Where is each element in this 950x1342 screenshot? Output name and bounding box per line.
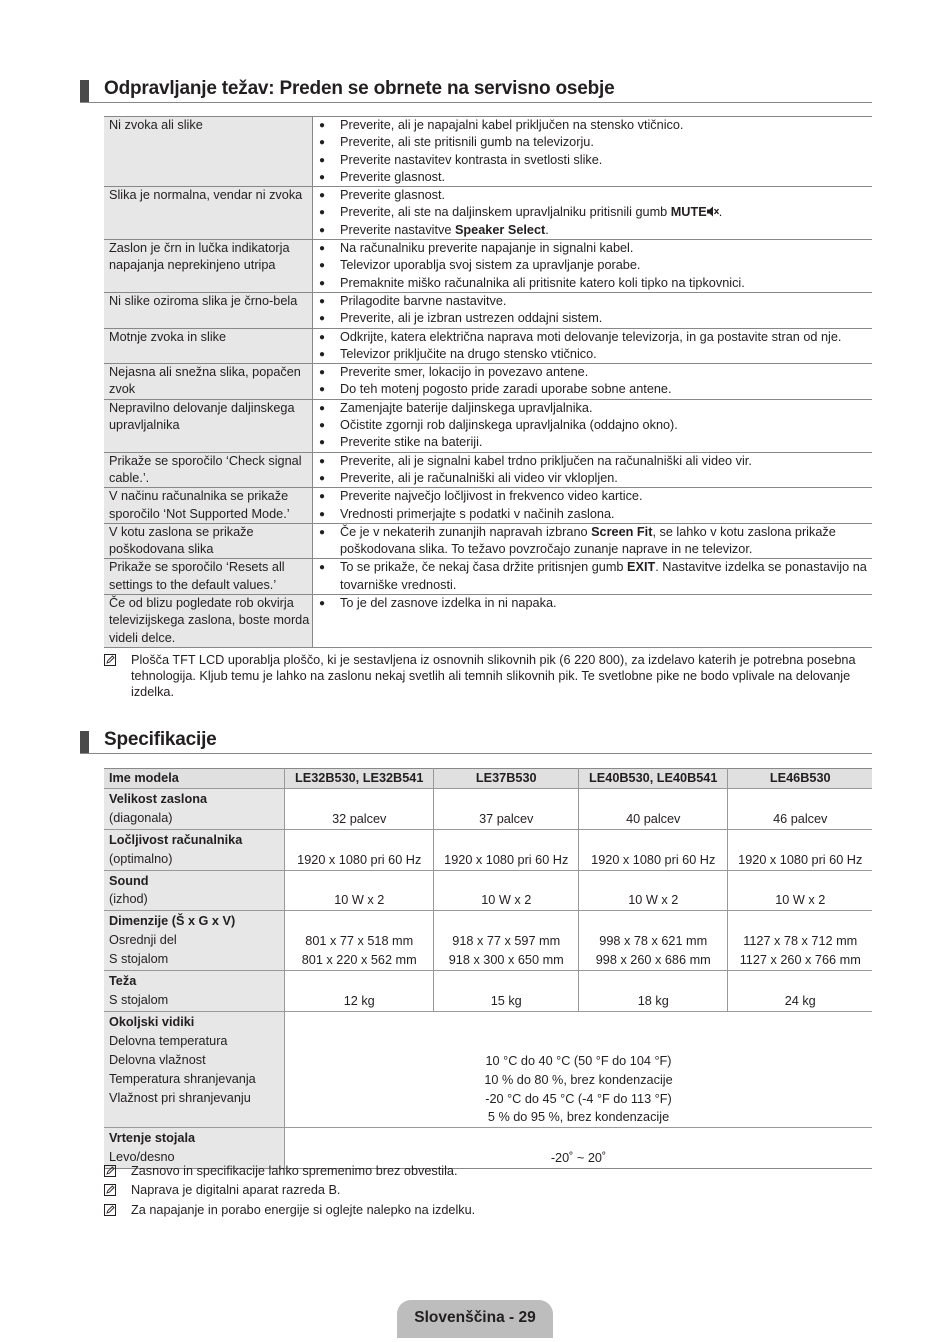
spec-value: 15 kg — [434, 971, 579, 1012]
table-row — [104, 452, 872, 488]
solution-item: ● Premaknite miško računalnika ali pritisnite katero koli tipko na tipkovnici. — [319, 275, 872, 292]
solution-item: ● To je del zasnove izdelka in ni napaka. — [319, 595, 872, 612]
solution-item: ● Prilagodite barvne nastavitve. — [319, 293, 872, 310]
heading-bar — [80, 80, 89, 102]
spec-note — [104, 1182, 872, 1198]
spec-value: 1127 x 78 x 712 mm 1127 x 260 x 766 mm — [728, 911, 872, 971]
solution-item: ● Preverite, ali ste na daljinskem upravljalniku pritisnili gumb MUTE . — [319, 204, 872, 221]
spec-value: 1920 x 1080 pri 60 Hz — [579, 829, 728, 870]
spec-label: Ločljivost računalnika (optimalno) — [104, 829, 285, 870]
symptom-cell: Prikaže se sporočilo ‘Check signal cable.’. — [104, 452, 313, 488]
solution-item: ● Preverite stike na bateriji. — [319, 434, 872, 451]
note-icon — [104, 1184, 116, 1196]
spec-value: 24 kg — [728, 971, 872, 1012]
symptom-cell: Slika je normalna, vendar ni zvoka — [104, 187, 313, 240]
note-icon — [104, 654, 116, 666]
solution-item: ● Vrednosti primerjajte s podatki v načinih zaslona. — [319, 506, 872, 523]
symptom-cell: Zaslon je črn in lučka indikatorja napajanja neprekinjeno utripa — [104, 240, 313, 293]
spec-value: 40 palcev — [579, 788, 728, 829]
troubleshooting-title: Odpravljanje težav: Preden se obrnete na servisno osebje — [104, 78, 615, 99]
table-row — [104, 399, 872, 452]
solution-cell — [313, 117, 873, 187]
spec-note — [104, 1202, 872, 1218]
specifications-table — [104, 768, 872, 1169]
solution-cell — [313, 523, 873, 559]
solution-cell — [313, 559, 873, 595]
table-row — [104, 595, 872, 648]
lcd-note — [104, 652, 872, 700]
note-text: Plošča TFT LCD uporablja ploščo, ki je sestavljena iz osnovnih slikovnih pik (6 220 800), za izdelavo katerih je potrebna posebna tehnologija. Kljub temu je lahko na zaslonu nekaj svetlih ali temnih slikovnih pik. Te svetlobne pike ne bodo vplivale na delovanje izdelka. — [131, 653, 856, 699]
symptom-cell: Ni zvoka ali slike — [104, 117, 313, 187]
solution-item: ● To se prikaže, če nekaj časa držite pritisnjen gumb EXIT. Nastavitve izdelka se ponastavijo na tovarniške vrednosti. — [319, 559, 872, 594]
solution-cell — [313, 399, 873, 452]
specifications-title: Specifikacije — [104, 729, 217, 750]
table-header-row — [104, 769, 872, 789]
spec-value: 10 W x 2 — [579, 870, 728, 911]
spec-value: 1920 x 1080 pri 60 Hz — [434, 829, 579, 870]
spec-value: 918 x 77 x 597 mm 918 x 300 x 650 mm — [434, 911, 579, 971]
symptom-cell: Ni slike oziroma slika je črno-bela — [104, 292, 313, 328]
spec-value: 801 x 77 x 518 mm 801 x 220 x 562 mm — [285, 911, 434, 971]
solution-item: ● Odkrijte, katera električna naprava moti delovanje televizorja, in ga postavite stran od nje. — [319, 329, 872, 346]
table-row — [104, 911, 872, 971]
solution-cell — [313, 187, 873, 240]
spec-value: 37 palcev — [434, 788, 579, 829]
solution-item: ● Na računalniku preverite napajanje in signalni kabel. — [319, 240, 872, 257]
symptom-cell: Nejasna ali snežna slika, popačen zvok — [104, 364, 313, 400]
spec-value: 46 palcev — [728, 788, 872, 829]
spec-value: 18 kg — [579, 971, 728, 1012]
table-row — [104, 829, 872, 870]
table-row — [104, 364, 872, 400]
spec-label: Sound (izhod) — [104, 870, 285, 911]
spec-value: 1920 x 1080 pri 60 Hz — [728, 829, 872, 870]
header-label: Ime modela — [104, 769, 285, 789]
solution-item: ● Preverite, ali je signalni kabel trdno priključen na računalniški ali video vir. — [319, 453, 872, 470]
symptom-cell: V kotu zaslona se prikaže poškodovana slika — [104, 523, 313, 559]
header-model: LE40B530, LE40B541 — [579, 769, 728, 789]
solution-cell — [313, 328, 873, 364]
heading-bar — [80, 731, 89, 753]
solution-item: ● Preverite nastavitev kontrasta in svetlosti slike. — [319, 152, 872, 169]
solution-item: ● Zamenjajte baterije daljinskega upravljalnika. — [319, 400, 872, 417]
symptom-cell: Nepravilno delovanje daljinskega upravljalnika — [104, 399, 313, 452]
table-row — [104, 240, 872, 293]
spec-value: 10 °C do 40 °C (50 °F do 104 °F) 10 % do 80 %, brez kondenzacije -20 °C do 45 °C (-4 °F do 113 °F) 5 % do 95 %, brez kondenzacije — [285, 1011, 873, 1127]
specifications-heading — [80, 729, 872, 754]
solution-item: ● Če je v nekaterih zunanjih napravah izbrano Screen Fit, se lahko v kotu zaslona prikaže poškodovana slika. To težavo povzročajo zunanje naprave in ne televizor. — [319, 524, 872, 559]
spec-value: 10 W x 2 — [728, 870, 872, 911]
symptom-cell: Če od blizu pogledate rob okvirja televizijskega zaslona, boste morda videli delce. — [104, 595, 313, 648]
solution-cell — [313, 292, 873, 328]
table-row — [104, 292, 872, 328]
solution-cell — [313, 488, 873, 524]
solution-cell — [313, 452, 873, 488]
note-text: Zasnovo in specifikacije lahko spremenimo brez obvestila. — [131, 1164, 458, 1178]
table-row — [104, 523, 872, 559]
spec-label: Teža S stojalom — [104, 971, 285, 1012]
spec-value: 1920 x 1080 pri 60 Hz — [285, 829, 434, 870]
solution-item: ● Preverite smer, lokacijo in povezavo antene. — [319, 364, 872, 381]
header-model: LE37B530 — [434, 769, 579, 789]
note-text: Za napajanje in porabo energije si oglejte nalepko na izdelku. — [131, 1203, 476, 1217]
table-row — [104, 1011, 872, 1127]
table-row — [104, 117, 872, 187]
spec-value: 12 kg — [285, 971, 434, 1012]
header-model: LE46B530 — [728, 769, 872, 789]
mute-icon — [707, 206, 719, 217]
solution-item: ● Preverite, ali je izbran ustrezen oddajni sistem. — [319, 310, 872, 327]
spec-label: Vrtenje stojala Levo/desno — [104, 1128, 285, 1169]
solution-item: ● Preverite, ali ste pritisnili gumb na televizorju. — [319, 134, 872, 151]
spec-value: 10 W x 2 — [285, 870, 434, 911]
solution-cell — [313, 364, 873, 400]
spec-label: Okoljski vidiki Delovna temperatura Delovna vlažnost Temperatura shranjevanja Vlažnost pri shranjevanju — [104, 1011, 285, 1127]
troubleshooting-heading — [80, 78, 872, 103]
solution-item: ● Preverite nastavitve Speaker Select. — [319, 222, 872, 239]
note-text: Naprava je digitalni aparat razreda B. — [131, 1183, 341, 1197]
symptom-cell: Prikaže se sporočilo ‘Resets all settings to the default values.’ — [104, 559, 313, 595]
table-row — [104, 187, 872, 240]
note-icon — [104, 1165, 116, 1177]
solution-item: ● Televizor priključite na drugo stensko vtičnico. — [319, 346, 872, 363]
table-row — [104, 488, 872, 524]
table-row — [104, 971, 872, 1012]
table-row — [104, 559, 872, 595]
solution-item: ● Preverite največjo ločljivost in frekvenco video kartice. — [319, 488, 872, 505]
solution-cell — [313, 595, 873, 648]
table-row — [104, 870, 872, 911]
header-model: LE32B530, LE32B541 — [285, 769, 434, 789]
symptom-cell: V načinu računalnika se prikaže sporočilo ‘Not Supported Mode.’ — [104, 488, 313, 524]
spec-value: -20˚ ~ 20˚ — [285, 1128, 873, 1169]
note-icon — [104, 1204, 116, 1216]
spec-note — [104, 1163, 872, 1179]
spec-value: 998 x 78 x 621 mm 998 x 260 x 686 mm — [579, 911, 728, 971]
spec-value: 32 palcev — [285, 788, 434, 829]
solution-item: ● Preverite glasnost. — [319, 187, 872, 204]
table-row — [104, 788, 872, 829]
spec-value: 10 W x 2 — [434, 870, 579, 911]
solution-item: ● Do teh motenj pogosto pride zaradi uporabe sobne antene. — [319, 381, 872, 398]
page-number-badge: Slovenščina - 29 — [397, 1300, 553, 1338]
solution-item: ● Očistite zgornji rob daljinskega upravljalnika (oddajno okno). — [319, 417, 872, 434]
solution-item: ● Televizor uporablja svoj sistem za upravljanje porabe. — [319, 257, 872, 274]
troubleshooting-table — [104, 116, 872, 648]
table-row — [104, 328, 872, 364]
solution-item: ● Preverite, ali je računalniški ali video vir vklopljen. — [319, 470, 872, 487]
solution-cell — [313, 240, 873, 293]
symptom-cell: Motnje zvoka in slike — [104, 328, 313, 364]
spec-label: Velikost zaslona (diagonala) — [104, 788, 285, 829]
solution-item: ● Preverite, ali je napajalni kabel priključen na stensko vtičnico. — [319, 117, 872, 134]
solution-item: ● Preverite glasnost. — [319, 169, 872, 186]
spec-label: Dimenzije (Š x G x V) Osrednji del S stojalom — [104, 911, 285, 971]
